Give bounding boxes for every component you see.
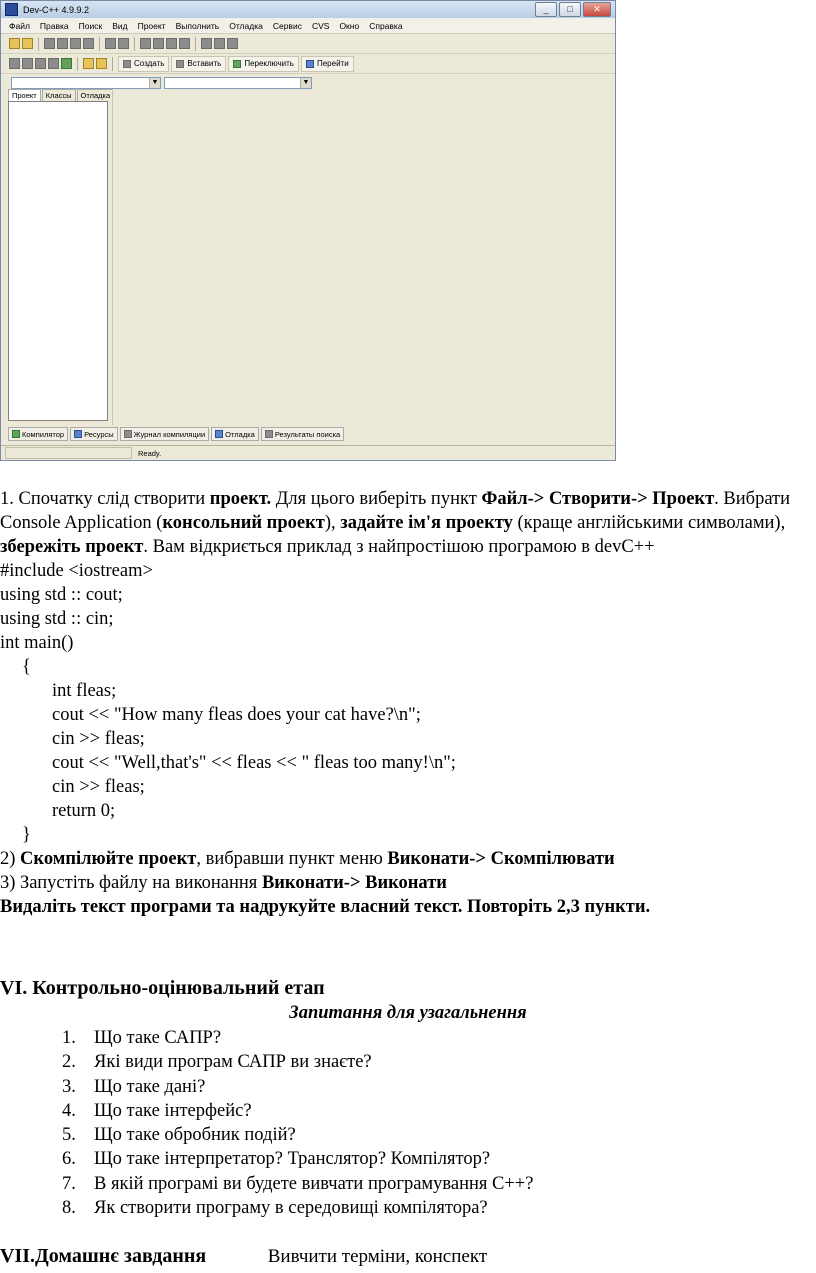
insert-icon: [176, 60, 184, 68]
new-file-icon[interactable]: [9, 38, 20, 49]
window-title: Dev-C++ 4.9.9.2: [23, 4, 90, 15]
project-pane: [8, 89, 110, 424]
resources-icon: [74, 430, 82, 438]
toggle-button-label: Переключить: [244, 59, 294, 68]
menu-view[interactable]: Вид: [112, 20, 128, 31]
list-item: 2. Які види програм САПР ви знаєте?: [62, 1052, 372, 1073]
devcpp-window-screenshot: [0, 0, 616, 461]
main-toolbar: [1, 34, 615, 54]
status-bar: [1, 445, 615, 460]
insert-button-label: Вставить: [187, 59, 222, 68]
menu-tools[interactable]: Сервис: [272, 20, 302, 31]
code-line: cin >> fleas;: [52, 777, 145, 797]
create-button[interactable]: [118, 56, 169, 72]
compile-run-icon[interactable]: [35, 58, 46, 69]
tab-classes[interactable]: Классы: [42, 89, 76, 101]
insert-button[interactable]: [171, 56, 226, 72]
bottom-tabs: [8, 427, 344, 441]
debug-check-icon: [215, 430, 223, 438]
code-line: cout << "How many fleas does your cat have?\n";: [52, 705, 421, 725]
code-line: {: [22, 657, 31, 677]
minimize-button[interactable]: _: [535, 2, 557, 17]
tab-debugging[interactable]: [211, 427, 259, 441]
homework-text: Вивчити терміни, конспект: [267, 1246, 488, 1267]
menu-window[interactable]: Окно: [339, 20, 360, 31]
find-icon[interactable]: [140, 38, 151, 49]
list-item: 5. Що таке обробник подій?: [62, 1125, 296, 1146]
goto-button-label: Перейти: [316, 59, 349, 68]
app-icon: [5, 3, 18, 16]
tab-compile-log-label: Журнал компиляции: [133, 429, 206, 439]
menu-execute[interactable]: Выполнить: [175, 20, 220, 31]
save-all-icon[interactable]: [57, 38, 68, 49]
code-line: cout << "Well,that's" << fleas << " fleas too many!\n";: [52, 753, 456, 773]
tab-compiler[interactable]: [8, 427, 68, 441]
class-combo[interactable]: [11, 77, 161, 89]
code-line: int main(): [0, 633, 74, 653]
menu-search[interactable]: Поиск: [78, 20, 103, 31]
document-body: [0, 487, 816, 919]
search-results-icon: [265, 430, 273, 438]
homework-heading: VII.Домашнє завдання: [0, 1245, 207, 1267]
list-item: 6. Що таке інтерпретатор? Транслятор? Компілятор?: [62, 1149, 491, 1170]
print-icon[interactable]: [83, 38, 94, 49]
compiler-icon: [12, 430, 20, 438]
toggle-icon: [233, 60, 241, 68]
code-line: }: [22, 825, 31, 845]
code-line: cin >> fleas;: [52, 729, 145, 749]
about-icon[interactable]: [96, 58, 107, 69]
undo-icon[interactable]: [105, 38, 116, 49]
close-button[interactable]: ✕: [583, 2, 611, 17]
menu-bar: [1, 18, 615, 34]
tab-search-results-label: Результаты поиска: [274, 429, 341, 439]
instruction-paragraph-4: Видаліть текст програми та надрукуйте власний текст. Повторіть 2,3 пункти.: [0, 897, 651, 917]
compile-icon[interactable]: [9, 58, 20, 69]
instruction-paragraph-2: 2) Скомпілюйте проект, вибравши пункт меню Виконати-> Скомпілювати: [0, 849, 615, 869]
menu-edit[interactable]: Правка: [39, 20, 69, 31]
status-text: Ready.: [138, 448, 162, 458]
tab-search-results[interactable]: [261, 427, 344, 441]
code-line: return 0;: [52, 801, 116, 821]
redo-icon[interactable]: [118, 38, 129, 49]
find-next-icon[interactable]: [166, 38, 177, 49]
code-line: #include <iostream>: [0, 561, 153, 581]
save-icon[interactable]: [44, 38, 55, 49]
tab-project[interactable]: Проект: [8, 89, 41, 101]
tab-compile-log[interactable]: [120, 427, 210, 441]
open-file-icon[interactable]: [22, 38, 33, 49]
compile-log-icon: [124, 430, 132, 438]
chevron-down-icon[interactable]: ▼: [300, 78, 311, 88]
chevron-down-icon[interactable]: ▼: [149, 78, 160, 88]
tab-compiler-label: Компилятор: [22, 429, 65, 439]
list-item: 3. Що таке дані?: [62, 1076, 206, 1097]
help-icon[interactable]: [83, 58, 94, 69]
code-line: using std :: cout;: [0, 585, 123, 605]
list-item: 1. Що таке САПР?: [62, 1028, 222, 1048]
goto-line-icon[interactable]: [179, 38, 190, 49]
tab-resources[interactable]: [70, 427, 118, 441]
editor-area[interactable]: [112, 89, 611, 425]
replace-icon[interactable]: [153, 38, 164, 49]
rebuild-icon[interactable]: [48, 58, 59, 69]
toggle-button[interactable]: [228, 56, 299, 72]
project-tree[interactable]: [8, 101, 108, 421]
section-heading: VI. Контрольно-оцінювальний етап: [0, 977, 325, 999]
member-combo[interactable]: [164, 77, 312, 89]
menu-cvs[interactable]: CVS: [311, 20, 330, 31]
instruction-paragraph-1: 1. Спочатку слід створити проект. Для цього виберіть пункт Файл-> Створити-> Проект. Вибрати Console Application (консольний проект), задайте ім'я проекту (краще англійськими символами), збережіть проект. Вам відкриється приклад з найпростішою програмою в devC++: [0, 489, 791, 557]
code-line: using std :: cin;: [0, 609, 114, 629]
goto-icon: [306, 60, 314, 68]
questions-list: [62, 1026, 533, 1220]
tab-debugging-label: Отладка: [225, 429, 255, 439]
menu-file[interactable]: Файл: [9, 20, 30, 31]
list-item: 7. В якій програмі ви будете вивчати програмування С++?: [62, 1173, 534, 1194]
list-item: 4. Що таке інтерфейс?: [62, 1100, 252, 1121]
questions-heading: Запитання для узагальнення: [289, 1003, 527, 1023]
project-options-icon[interactable]: [227, 38, 238, 49]
create-button-label: Создать: [134, 59, 165, 68]
menu-help[interactable]: Справка: [369, 20, 403, 31]
menu-project[interactable]: Проект: [137, 20, 166, 31]
tab-resources-label: Ресурсы: [84, 429, 114, 439]
run-icon[interactable]: [22, 58, 33, 69]
menu-debug[interactable]: Отладка: [229, 20, 263, 31]
add-to-project-icon[interactable]: [201, 38, 212, 49]
check-icon[interactable]: [61, 58, 72, 69]
title-bar: [1, 1, 615, 18]
code-sample: [0, 559, 816, 847]
homework-line: [0, 1245, 487, 1268]
secondary-toolbar: [1, 54, 615, 74]
instruction-paragraph-3: 3) Запустіть файлу на виконання Виконати-> Виконати: [0, 873, 447, 893]
list-item: 8. Як створити програму в середовищі компілятора?: [62, 1198, 488, 1219]
create-icon: [123, 60, 131, 68]
maximize-button[interactable]: □: [559, 2, 581, 17]
remove-from-project-icon[interactable]: [214, 38, 225, 49]
close-file-icon[interactable]: [70, 38, 81, 49]
code-line: int fleas;: [52, 681, 117, 701]
goto-button[interactable]: [301, 56, 354, 72]
tab-debug[interactable]: Отладка: [77, 89, 115, 101]
